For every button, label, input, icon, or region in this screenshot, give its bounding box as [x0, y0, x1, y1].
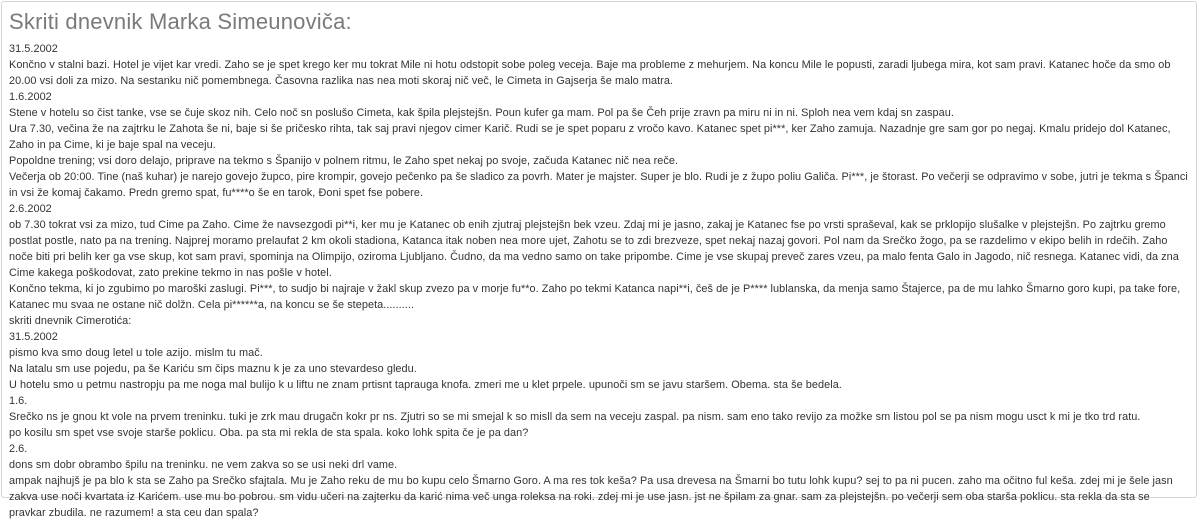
diary-paragraph: ob 7.30 tokrat vsi za mizo, tud Cime pa Zaho. Cime že navsezgodi pi**i, ker mu je Katanec ob enih zjutraj plejstejšn bek vzeu. Zdaj mi je jasno, zakaj je Katanec fse po vrsti spraševal, kak se prklopijo slušalke v plejstejšn. Po zajtrku gremo postlat postle, nato pa na trening. Najprej moramo prelaufat 2 km okoli stadiona, Katanca itak noben nea more ujet, Zahotu se to zdi brezveze, spet nekaj nazaj govori. Pol nam da Srečko žogo, pa se razdelimo v ekipo belih in rdečih. Zaho noče biti pri belih ker ga vse skup, kot sam pravi, spominja na Olimpijo, oziroma Ljubljano. Čudno, da ma vedno samo on take pripombe. Cime je vse skupaj preveč zares vzeu, pa malo fenta Galo in Jagodo, nič resnega. Katanec vidi, da zna Cime kakega poškodovat, zato prekine tekmo in nas pošle v hotel. — [9, 219, 1179, 279]
diary-date: 31.5.2002 — [9, 331, 58, 343]
diary-date: 31.5.2002 — [9, 43, 58, 55]
diary-paragraph: Končno v stalni bazi. Hotel je vijet kar vredi. Zaho se je spet krego ker mu tokrat Mile ni hotu odstopit sobe poleg veceja. Baje ma probleme z mehurjem. Na koncu Mile le popusti, zaradi ljubega mira, kot sam pravi. Katanec hoče da smo ob 20.00 vsi doli za mizo. Na sestanku nič pomembnega. Časovna razlika nas nea moti skoraj nič več, le Cimeta in Gajserja še malo matra. — [9, 59, 1171, 87]
diary-paragraph: pismo kva smo doug letel u tole azijo. mislm tu mač. — [9, 347, 263, 359]
diary-date: 1.6.2002 — [9, 91, 52, 103]
diary-section-heading: skriti dnevnik Cimerotića: — [9, 315, 132, 327]
diary-date: 1.6. — [9, 395, 28, 407]
diary-date: 2.6.2002 — [9, 203, 52, 215]
diary-paragraph: U hotelu smo u petmu nastropju pa me noga mal bulijo k u liftu ne znam prtisnt taprauga knofa. zmeri me u klet prpele. upunoči sm se javu staršem. Obema. sta še bedela. — [9, 379, 842, 391]
diary-paragraph: Stene v hotelu so čist tanke, vse se čuje skoz nih. Celo noč sn poslušo Cimeta, kak špila plejstejšn. Poun kufer ga mam. Pol pa še Čeh prije zravn pa miru ni in ni. Sploh nea vem kdaj sn zaspau. — [9, 107, 954, 119]
diary-paragraph: Popoldne trening; vsi doro delajo, priprave na tekmo s Španijo v polnem ritmu, le Zaho spet nekaj po svoje, začuda Katanec nič nea reče. — [9, 155, 679, 167]
diary-paragraph: Večerja ob 20:00. Tine (naš kuhar) je narejo govejo župco, pire krompir, govejo pečenko pa še sladico za povrh. Mater je majster. Super je blo. Rudi je z župo poliu Galiča. Pi***, je štorast. Po večerji se odpravimo v sobe, jutri je tekma s Španci in vsi že komaj čakamo. Predn gremo spat, fu****o še en tarok, Đoni spet fse pobere. — [9, 171, 1188, 199]
post-title: Skriti dnevnik Marka Simeunoviča: — [9, 9, 352, 34]
diary-post — [1, 1, 1197, 519]
diary-paragraph: Na latalu sm use pojedu, pa še Kariću sm čips maznu k je za uno stevardeso gledu. — [9, 363, 417, 375]
diary-paragraph: Ura 7.30, večina že na zajtrku le Zahota še ni, baje si še pričesko rihta, tak saj pravi njegov cimer Karič. Rudi se je spet poparu z vročo kavo. Katanec spet pi***, ker Zaho zamuja. Nazadnje gre sam gor po negaj. Kmalu pridejo dol Katanec, Zaho in pa Cime, ki je baje spal na veceju. — [9, 123, 1171, 151]
diary-date: 2.6. — [9, 443, 28, 455]
diary-paragraph: Končno tekma, ki jo zgubimo po maroški zaslugi. Pi***, to sudjo bi najraje v žakl skup zvezo pa v morje fu**o. Zaho po tekmi Katanca napi**i, češ de je P**** lublanska, da menja samo Štajerce, pa de mu lahko Šmarno goro kupi, pa take fore, Katanec mu svaa ne ostane nič dolžn. Cela pi******a, na koncu se še stepeta.......... — [9, 283, 1181, 311]
post-body — [9, 41, 1188, 521]
diary-paragraph: ampak najhujš je pa blo k sta se Zaho pa Srečko sfajtala. Mu je Zaho reku de mu bo kupu celo Šmarno Goro. A ma res tok keša? Pa usa drevesa na Šmarni bo tutu lohk kupu? sej to pa ni pucen. zaho ma očitno ful keša. zdej mi je šele jasn zakva use noči kvartata iz Karićem. use mu bo pobrou. sm vidu učeri na zajterku da karić nima več unga roleksa na roki. zdej mi je use jasn. jst ne špilam za gnar. sam za plejstejšn. po večerji sem oba starša poklicu. sta rekla da sta se pravkar zbudila. ne razumem! a sta ceu dan spala? — [9, 475, 1173, 519]
diary-paragraph: po kosilu sm spet vse svoje starše poklicu. Oba. pa sta mi rekla de sta spala. koko lohk spita če je pa dan? — [9, 427, 529, 439]
diary-paragraph: Srečko ns je gnou kt vole na prvem treninku. tuki je zrk mau drugačn kokr pr ns. Zjutri so se mi smejal k so misll da sem na veceju zaspal. pa nism. sam eno tako revijo za možke sm listou pol se pa nism mogu usct k mi je tko trd ratu. — [9, 411, 1141, 423]
diary-paragraph: dons sm dobr obrambo špilu na treninku. ne vem zakva so se usi neki drl vame. — [9, 459, 398, 471]
